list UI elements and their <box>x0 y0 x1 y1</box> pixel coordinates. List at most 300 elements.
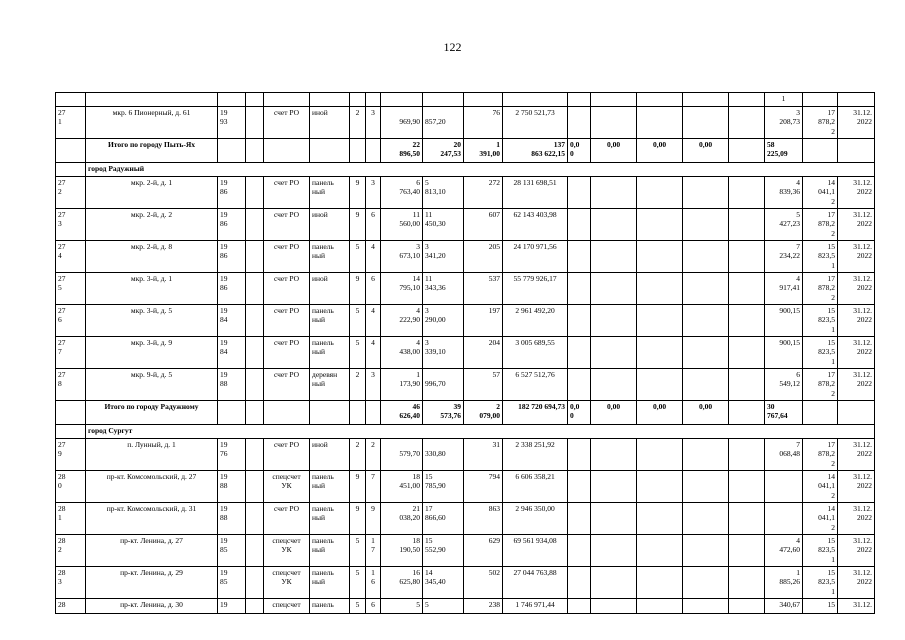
year-built: 19 85 <box>218 567 246 599</box>
max-cost: 15 823,5 1 <box>803 337 838 369</box>
empty-cell <box>683 535 729 567</box>
empty-cell <box>637 503 683 535</box>
empty-cell <box>568 241 591 273</box>
row-number: 27 7 <box>56 337 86 369</box>
address: пр-кт. Комсомольский, д. 31 <box>86 503 218 535</box>
total-area: 6 763,40 <box>381 177 423 209</box>
address: мкр. 3-й, д. 5 <box>86 305 218 337</box>
empty-cell <box>568 599 591 614</box>
total-label: Итого по городу Радужному <box>86 401 218 425</box>
deadline-date: 31.12. 2022 <box>838 241 875 273</box>
repair-cost: 28 131 698,51 <box>503 177 568 209</box>
row-number: 27 9 <box>56 439 86 471</box>
city-header-row <box>56 163 875 177</box>
empty-cell <box>246 439 264 471</box>
floors: 5 <box>350 567 366 599</box>
specific-cost: 7 068,48 <box>765 439 803 471</box>
address: пр-кт. Ленина, д. 30 <box>86 599 218 614</box>
account-type: спецсчет УК <box>264 535 310 567</box>
specific-cost <box>765 503 803 535</box>
wall-material: панель ный <box>310 337 350 369</box>
year-built: 19 88 <box>218 471 246 503</box>
empty-cell <box>637 241 683 273</box>
residents: 607 <box>464 209 503 241</box>
empty-cell <box>591 107 637 139</box>
empty-cell <box>683 567 729 599</box>
total-area: 22 896,50 <box>381 139 423 163</box>
total-area: 5 <box>381 599 423 614</box>
deadline-date: 31.12. 2022 <box>838 535 875 567</box>
living-area: 3 341,20 <box>423 241 464 273</box>
floors: 5 <box>350 337 366 369</box>
max-cost: 15 823,5 1 <box>803 241 838 273</box>
total-value: 0,00 <box>683 401 729 425</box>
empty-cell <box>366 139 381 163</box>
wall-material: панель <box>310 599 350 614</box>
empty-cell <box>246 471 264 503</box>
empty-cell <box>568 273 591 305</box>
wall-material: иной <box>310 273 350 305</box>
empty-cell <box>683 369 729 401</box>
empty-cell <box>366 401 381 425</box>
empty-cell <box>729 503 765 535</box>
residents: 863 <box>464 503 503 535</box>
repair-cost: 62 143 403,98 <box>503 209 568 241</box>
living-area: 996,70 <box>423 369 464 401</box>
residents: 238 <box>464 599 503 614</box>
empty-cell <box>350 401 366 425</box>
residents: 204 <box>464 337 503 369</box>
year-built: 19 85 <box>218 535 246 567</box>
city-name: город Радужный <box>86 163 875 177</box>
specific-cost: 4 917,41 <box>765 273 803 305</box>
total-area: 21 038,20 <box>381 503 423 535</box>
account-type: спецсчет УК <box>264 471 310 503</box>
empty-cell <box>637 535 683 567</box>
repair-cost: 2 946 350,00 <box>503 503 568 535</box>
specific-cost <box>765 471 803 503</box>
total-living-area: 20 247,53 <box>423 139 464 163</box>
entrances: 4 <box>366 337 381 369</box>
account-type: счет РО <box>264 273 310 305</box>
floors: 5 <box>350 599 366 614</box>
empty-cell <box>729 599 765 614</box>
year-built: 19 84 <box>218 337 246 369</box>
living-area: 3 339,10 <box>423 337 464 369</box>
empty-cell <box>310 401 350 425</box>
total-value <box>729 401 765 425</box>
table-row <box>56 209 875 241</box>
total-cost: 182 720 694,73 <box>503 401 568 425</box>
entrances: 7 <box>366 471 381 503</box>
empty-cell <box>310 139 350 163</box>
entrances: 3 <box>366 369 381 401</box>
address: мкр. 6 Пионерный, д. 61 <box>86 107 218 139</box>
row-number: 28 2 <box>56 535 86 567</box>
empty-cell <box>683 273 729 305</box>
empty-cell <box>246 305 264 337</box>
total-area: 18 190,50 <box>381 535 423 567</box>
address: пр-кт. Ленина, д. 27 <box>86 535 218 567</box>
wall-material: панель ный <box>310 503 350 535</box>
max-cost: 17 878,2 2 <box>803 369 838 401</box>
living-area: 5 <box>423 599 464 614</box>
repair-cost: 3 005 689,55 <box>503 337 568 369</box>
specific-cost: 900,15 <box>765 337 803 369</box>
table-row <box>56 177 875 209</box>
empty-cell <box>568 209 591 241</box>
wall-material: деревян ный <box>310 369 350 401</box>
total-area: 46 626,40 <box>381 401 423 425</box>
empty-cell <box>683 439 729 471</box>
living-area: 3 290,00 <box>423 305 464 337</box>
city-total-row <box>56 139 875 163</box>
empty-cell <box>568 337 591 369</box>
living-area: 857,20 <box>423 107 464 139</box>
entrances: 1 7 <box>366 535 381 567</box>
empty-cell <box>591 503 637 535</box>
floors: 5 <box>350 305 366 337</box>
empty-cell <box>683 337 729 369</box>
empty-cell <box>729 567 765 599</box>
entrances: 9 <box>366 503 381 535</box>
living-area: 14 345,40 <box>423 567 464 599</box>
empty-cell <box>683 503 729 535</box>
empty-cell <box>568 305 591 337</box>
empty-cell <box>729 471 765 503</box>
empty-cell <box>568 369 591 401</box>
table-row <box>56 503 875 535</box>
empty-cell <box>56 139 86 163</box>
residents: 272 <box>464 177 503 209</box>
total-area: 1 173,90 <box>381 369 423 401</box>
address: пр-кт. Комсомольский, д. 27 <box>86 471 218 503</box>
empty-cell <box>56 163 86 177</box>
total-specific-cost: 58 225,09 <box>765 139 803 163</box>
empty-cell <box>683 471 729 503</box>
empty-cell <box>729 369 765 401</box>
max-cost: 15 <box>803 599 838 614</box>
wall-material: панель ный <box>310 305 350 337</box>
total-area: 4 222,90 <box>381 305 423 337</box>
total-value <box>729 139 765 163</box>
residents: 197 <box>464 305 503 337</box>
total-area: 579,70 <box>381 439 423 471</box>
empty-cell <box>568 439 591 471</box>
floors: 5 <box>350 241 366 273</box>
deadline-date: 31.12. 2022 <box>838 177 875 209</box>
table-row <box>56 241 875 273</box>
empty-cell <box>246 209 264 241</box>
deadline-date: 31.12. 2022 <box>838 439 875 471</box>
empty-cell <box>264 139 310 163</box>
address: мкр. 2-й, д. 1 <box>86 177 218 209</box>
total-value: 0,0 0 <box>568 139 591 163</box>
empty-cell <box>568 567 591 599</box>
repair-cost: 24 170 971,56 <box>503 241 568 273</box>
total-cost: 137 863 622,15 <box>503 139 568 163</box>
empty-cell <box>637 273 683 305</box>
entrances: 4 <box>366 305 381 337</box>
total-value: 0,00 <box>637 139 683 163</box>
wall-material: панель ный <box>310 177 350 209</box>
specific-cost: 7 234,22 <box>765 241 803 273</box>
repair-cost: 1 746 971,44 <box>503 599 568 614</box>
row-number: 28 3 <box>56 567 86 599</box>
residents: 57 <box>464 369 503 401</box>
floors: 9 <box>350 503 366 535</box>
row-number: 28 <box>56 599 86 614</box>
entrances: 6 <box>366 209 381 241</box>
floors: 9 <box>350 273 366 305</box>
empty-cell <box>591 471 637 503</box>
deadline-date: 31.12. 2022 <box>838 273 875 305</box>
year-built: 19 88 <box>218 369 246 401</box>
empty-cell <box>637 107 683 139</box>
empty-cell <box>683 305 729 337</box>
living-area: 15 552,90 <box>423 535 464 567</box>
empty-cell <box>568 177 591 209</box>
capital-repair-table <box>55 92 875 614</box>
empty-cell <box>729 305 765 337</box>
max-cost: 17 878,2 2 <box>803 107 838 139</box>
living-area: 15 785,90 <box>423 471 464 503</box>
account-type: спецсчет <box>264 599 310 614</box>
address: пр-кт. Ленина, д. 29 <box>86 567 218 599</box>
account-type: счет РО <box>264 241 310 273</box>
wall-material: иной <box>310 209 350 241</box>
deadline-date: 31.12. 2022 <box>838 471 875 503</box>
table-row <box>56 369 875 401</box>
repair-cost: 69 561 934,08 <box>503 535 568 567</box>
account-type: счет РО <box>264 209 310 241</box>
table-row <box>56 567 875 599</box>
empty-cell <box>683 241 729 273</box>
empty-cell <box>246 503 264 535</box>
entrances: 6 <box>366 273 381 305</box>
living-area: 5 813,10 <box>423 177 464 209</box>
repair-cost: 27 044 763,88 <box>503 567 568 599</box>
deadline-date: 31.12. 2022 <box>838 107 875 139</box>
total-area: 11 560,00 <box>381 209 423 241</box>
max-cost: 15 823,5 1 <box>803 567 838 599</box>
empty-cell <box>729 535 765 567</box>
empty-cell <box>637 471 683 503</box>
year-built: 19 88 <box>218 503 246 535</box>
wall-material: панель ный <box>310 535 350 567</box>
year-built: 19 <box>218 599 246 614</box>
entrances: 6 <box>366 599 381 614</box>
row-number: 27 8 <box>56 369 86 401</box>
address: мкр. 9-й, д. 5 <box>86 369 218 401</box>
empty-cell <box>591 305 637 337</box>
floors: 9 <box>350 471 366 503</box>
city-name: город Сургут <box>86 425 875 439</box>
specific-cost: 5 427,23 <box>765 209 803 241</box>
year-built: 19 86 <box>218 177 246 209</box>
empty-cell <box>246 177 264 209</box>
residents: 205 <box>464 241 503 273</box>
empty-cell <box>637 209 683 241</box>
max-cost: 14 041,1 2 <box>803 177 838 209</box>
empty-cell <box>729 241 765 273</box>
row-number: 27 5 <box>56 273 86 305</box>
specific-cost: 6 549,12 <box>765 369 803 401</box>
floors: 5 <box>350 535 366 567</box>
residents: 794 <box>464 471 503 503</box>
empty-cell <box>56 401 86 425</box>
max-cost: 14 041,1 2 <box>803 471 838 503</box>
total-value: 0,00 <box>591 139 637 163</box>
table-row <box>56 305 875 337</box>
empty-cell <box>591 241 637 273</box>
total-area: 18 451,00 <box>381 471 423 503</box>
total-area: 3 673,10 <box>381 241 423 273</box>
specific-cost: 3 208,73 <box>765 107 803 139</box>
empty-cell <box>729 273 765 305</box>
empty-cell <box>637 567 683 599</box>
empty-cell <box>637 337 683 369</box>
account-type: счет РО <box>264 439 310 471</box>
address: п. Лунный, д. 1 <box>86 439 218 471</box>
table-row <box>56 535 875 567</box>
total-area: 16 625,80 <box>381 567 423 599</box>
empty-cell <box>246 535 264 567</box>
floors: 2 <box>350 107 366 139</box>
living-area: 11 343,36 <box>423 273 464 305</box>
floors: 9 <box>350 209 366 241</box>
wall-material: панель ный <box>310 241 350 273</box>
residents: 76 <box>464 107 503 139</box>
total-value: 0,00 <box>637 401 683 425</box>
wall-material: иной <box>310 107 350 139</box>
row-number: 27 6 <box>56 305 86 337</box>
specific-cost: 1 885,26 <box>765 567 803 599</box>
account-type: счет РО <box>264 503 310 535</box>
empty-cell <box>591 177 637 209</box>
row-number: 28 0 <box>56 471 86 503</box>
wall-material: панель ный <box>310 471 350 503</box>
table-row <box>56 107 875 139</box>
table-row <box>56 273 875 305</box>
empty-cell <box>568 503 591 535</box>
specific-cost: 340,67 <box>765 599 803 614</box>
max-cost: 17 878,2 2 <box>803 273 838 305</box>
empty-cell <box>683 599 729 614</box>
empty-cell <box>246 107 264 139</box>
residents: 31 <box>464 439 503 471</box>
row-number: 28 1 <box>56 503 86 535</box>
empty-cell <box>350 139 366 163</box>
repair-cost: 2 750 521,73 <box>503 107 568 139</box>
row-number: 27 1 <box>56 107 86 139</box>
address: мкр. 2-й, д. 8 <box>86 241 218 273</box>
entrances: 1 6 <box>366 567 381 599</box>
table-row <box>56 337 875 369</box>
deadline-date: 31.12. <box>838 599 875 614</box>
total-value: 0,00 <box>683 139 729 163</box>
empty-cell <box>637 177 683 209</box>
carried-over-cell: 1 <box>765 93 803 107</box>
city-header-row <box>56 425 875 439</box>
empty-cell <box>591 337 637 369</box>
residents: 537 <box>464 273 503 305</box>
total-value: 0,00 <box>591 401 637 425</box>
year-built: 19 86 <box>218 241 246 273</box>
entrances: 3 <box>366 177 381 209</box>
address: мкр. 3-й, д. 9 <box>86 337 218 369</box>
total-area: 969,90 <box>381 107 423 139</box>
empty-cell <box>591 273 637 305</box>
max-cost: 15 823,5 1 <box>803 305 838 337</box>
wall-material: панель ный <box>310 567 350 599</box>
empty-cell <box>683 177 729 209</box>
empty-cell <box>218 401 246 425</box>
year-built: 19 86 <box>218 273 246 305</box>
account-type: счет РО <box>264 337 310 369</box>
total-label: Итого по городу Пыть-Ях <box>86 139 218 163</box>
empty-cell <box>729 209 765 241</box>
floors: 2 <box>350 369 366 401</box>
empty-cell <box>591 567 637 599</box>
max-cost: 15 823,5 1 <box>803 535 838 567</box>
repair-cost: 2 338 251,92 <box>503 439 568 471</box>
wall-material: иной <box>310 439 350 471</box>
account-type: спецсчет УК <box>264 567 310 599</box>
specific-cost: 4 472,60 <box>765 535 803 567</box>
entrances: 3 <box>366 107 381 139</box>
deadline-date: 31.12. 2022 <box>838 305 875 337</box>
empty-cell <box>568 107 591 139</box>
account-type: счет РО <box>264 107 310 139</box>
empty-cell <box>218 139 246 163</box>
empty-cell <box>591 369 637 401</box>
empty-cell <box>729 107 765 139</box>
deadline-date: 31.12. 2022 <box>838 567 875 599</box>
living-area: 330,80 <box>423 439 464 471</box>
empty-cell <box>246 599 264 614</box>
residents: 629 <box>464 535 503 567</box>
total-area: 4 438,00 <box>381 337 423 369</box>
empty-cell <box>637 305 683 337</box>
total-value: 0,0 0 <box>568 401 591 425</box>
year-built: 19 93 <box>218 107 246 139</box>
repair-cost: 6 606 358,21 <box>503 471 568 503</box>
row-number: 27 2 <box>56 177 86 209</box>
empty-cell <box>637 369 683 401</box>
entrances: 4 <box>366 241 381 273</box>
living-area: 17 866,60 <box>423 503 464 535</box>
page-number: 122 <box>443 40 462 54</box>
deadline-date: 31.12. 2022 <box>838 209 875 241</box>
empty-cell <box>838 139 875 163</box>
specific-cost: 900,15 <box>765 305 803 337</box>
empty-cell <box>683 209 729 241</box>
empty-cell <box>729 439 765 471</box>
empty-cell <box>838 401 875 425</box>
empty-cell <box>591 535 637 567</box>
empty-cell <box>264 401 310 425</box>
table-row <box>56 599 875 614</box>
deadline-date: 31.12. 2022 <box>838 337 875 369</box>
row-number: 27 3 <box>56 209 86 241</box>
year-built: 19 76 <box>218 439 246 471</box>
max-cost: 17 878,2 2 <box>803 209 838 241</box>
total-area: 14 795,10 <box>381 273 423 305</box>
total-specific-cost: 30 767,64 <box>765 401 803 425</box>
city-total-row <box>56 401 875 425</box>
empty-cell <box>246 369 264 401</box>
